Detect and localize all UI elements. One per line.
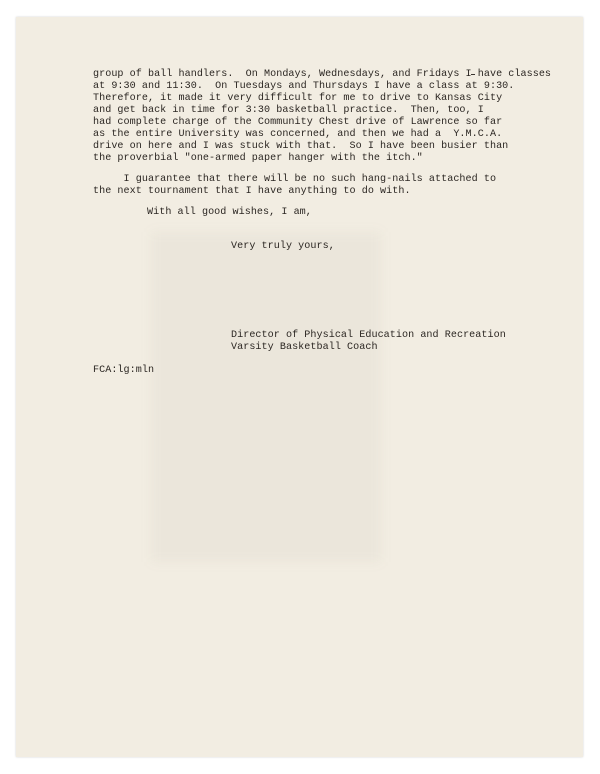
paragraph-2-line-1: I guarantee that there will be no such hang-nails attached to [93,174,497,185]
letter-page [16,17,583,757]
complimentary-close: Very truly yours, [231,241,335,252]
body-line-4: and get back in time for 3:30 basketball practice. Then, too, I [93,105,484,116]
paragraph-2-line-2: the next tournament that I have anything to do with. [93,186,411,197]
body-line-1: group of ball handlers. On Mondays, Wednesdays, and Fridays I have classes [93,69,552,80]
body-line-5: had complete charge of the Community Chest drive of Lawrence so far [93,117,503,128]
closing-line: With all good wishes, I am, [147,207,312,218]
signature-title-1: Director of Physical Education and Recreation [231,330,506,341]
reference-initials: FCA:lg:mln [93,365,155,376]
body-line-8: the proverbial "one-armed paper hanger with the itch." [93,153,423,164]
signature-title-2: Varsity Basketball Coach [231,342,378,353]
body-line-6: as the entire University was concerned, and then we had a Y.M.C.A. [93,129,503,140]
body-line-2: at 9:30 and 11:30. On Tuesdays and Thursdays I have a class at 9:30. [93,81,515,92]
bleed-through-shadow [151,232,381,562]
body-line-3: Therefore, it made it very difficult for me to drive to Kansas City [93,93,503,104]
body-line-7: drive on here and I was stuck with that. So I have been busier than [93,141,509,152]
